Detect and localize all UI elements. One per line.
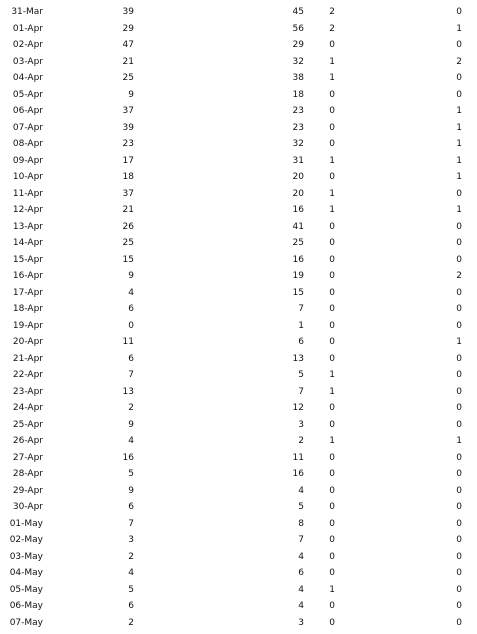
count-cell-4: 1	[456, 172, 462, 182]
count-cell-3: 0	[329, 551, 335, 562]
count-cell-3: 0	[329, 502, 335, 512]
count-cell-4: 0	[456, 7, 462, 17]
count-cell-4: 0	[456, 419, 462, 430]
date-cell: 07-Apr	[12, 122, 43, 133]
count-cell-1: 9	[128, 485, 134, 496]
count-cell-1: 6	[128, 304, 134, 314]
count-cell-2: 45	[292, 7, 304, 17]
count-cell-1: 4	[128, 568, 134, 578]
count-cell-3: 0	[329, 106, 335, 116]
count-cell-4: 0	[456, 452, 462, 463]
count-cell-3: 0	[329, 254, 335, 265]
table-row	[0, 483, 477, 500]
count-cell-4: 0	[456, 601, 462, 611]
count-cell-1: 39	[122, 122, 134, 133]
table-row	[0, 384, 477, 401]
date-cell: 16-Apr	[12, 271, 43, 281]
count-cell-3: 0	[329, 353, 335, 364]
count-cell-4: 0	[456, 584, 462, 595]
table-row	[0, 4, 477, 21]
count-cell-2: 29	[292, 40, 304, 50]
count-cell-4: 0	[456, 502, 462, 512]
date-cell: 03-Apr	[12, 56, 43, 67]
count-cell-2: 4	[298, 485, 304, 496]
count-cell-3: 0	[329, 403, 335, 413]
count-cell-3: 0	[329, 221, 335, 232]
date-cell: 06-Apr	[12, 106, 43, 116]
count-cell-1: 7	[128, 370, 134, 380]
count-cell-4: 0	[456, 238, 462, 248]
table-row	[0, 103, 477, 120]
count-cell-2: 7	[298, 304, 304, 314]
count-cell-4: 1	[456, 122, 462, 133]
count-cell-2: 38	[292, 73, 304, 83]
count-cell-3: 2	[329, 23, 335, 34]
count-cell-3: 0	[329, 469, 335, 479]
count-cell-3: 0	[329, 337, 335, 347]
count-cell-4: 0	[456, 73, 462, 83]
date-cell: 19-Apr	[12, 320, 43, 331]
table-row	[0, 318, 477, 335]
data-table	[0, 4, 477, 631]
count-cell-2: 5	[298, 502, 304, 512]
table-row	[0, 417, 477, 434]
table-row	[0, 516, 477, 533]
date-cell: 29-Apr	[12, 485, 43, 496]
count-cell-3: 0	[329, 485, 335, 496]
count-cell-3: 0	[329, 568, 335, 578]
table-row	[0, 466, 477, 483]
count-cell-4: 0	[456, 469, 462, 479]
count-cell-1: 3	[128, 535, 134, 545]
count-cell-2: 20	[292, 188, 304, 199]
table-row	[0, 400, 477, 417]
table-row	[0, 252, 477, 269]
count-cell-4: 0	[456, 551, 462, 562]
count-cell-4: 0	[456, 89, 462, 100]
count-cell-2: 19	[292, 271, 304, 281]
count-cell-4: 0	[456, 485, 462, 496]
count-cell-1: 9	[128, 419, 134, 430]
count-cell-4: 0	[456, 254, 462, 265]
count-cell-1: 5	[128, 469, 134, 479]
date-cell: 04-Apr	[12, 73, 43, 83]
date-cell: 17-Apr	[12, 287, 43, 298]
count-cell-3: 0	[329, 452, 335, 463]
count-cell-1: 17	[122, 155, 134, 166]
count-cell-1: 6	[128, 353, 134, 364]
count-cell-2: 2	[298, 436, 304, 446]
count-cell-1: 2	[128, 403, 134, 413]
table-row	[0, 21, 477, 38]
count-cell-4: 1	[456, 23, 462, 34]
table-row	[0, 301, 477, 318]
count-cell-1: 13	[122, 386, 134, 397]
count-cell-4: 0	[456, 40, 462, 50]
date-cell: 02-May	[9, 535, 43, 545]
count-cell-3: 0	[329, 535, 335, 545]
date-cell: 26-Apr	[12, 436, 43, 446]
count-cell-3: 0	[329, 139, 335, 149]
table-row	[0, 268, 477, 285]
count-cell-4: 1	[456, 139, 462, 149]
date-cell: 25-Apr	[12, 419, 43, 430]
count-cell-1: 6	[128, 601, 134, 611]
table-row	[0, 37, 477, 54]
count-cell-2: 41	[292, 221, 304, 232]
count-cell-2: 7	[298, 535, 304, 545]
table-row	[0, 120, 477, 137]
date-cell: 21-Apr	[12, 353, 43, 364]
count-cell-1: 25	[122, 238, 134, 248]
count-cell-1: 37	[122, 188, 134, 199]
date-cell: 11-Apr	[12, 188, 43, 199]
date-cell: 04-May	[9, 568, 43, 578]
count-cell-2: 12	[292, 403, 304, 413]
table-row	[0, 70, 477, 87]
date-cell: 07-May	[9, 617, 43, 628]
count-cell-1: 23	[122, 139, 134, 149]
table-row	[0, 54, 477, 71]
date-cell: 13-Apr	[12, 221, 43, 232]
count-cell-3: 1	[329, 436, 335, 446]
count-cell-1: 16	[122, 452, 134, 463]
count-cell-2: 32	[292, 139, 304, 149]
count-cell-1: 0	[128, 320, 134, 331]
count-cell-2: 32	[292, 56, 304, 67]
table-row	[0, 615, 477, 632]
count-cell-4: 0	[456, 518, 462, 529]
date-cell: 02-Apr	[12, 40, 43, 50]
table-row	[0, 153, 477, 170]
table-row	[0, 367, 477, 384]
count-cell-2: 23	[292, 106, 304, 116]
date-cell: 30-Apr	[12, 502, 43, 512]
count-cell-3: 1	[329, 386, 335, 397]
count-cell-2: 25	[292, 238, 304, 248]
count-cell-4: 0	[456, 353, 462, 364]
table-row	[0, 450, 477, 467]
count-cell-2: 6	[298, 337, 304, 347]
count-cell-2: 7	[298, 386, 304, 397]
date-cell: 14-Apr	[12, 238, 43, 248]
count-cell-3: 2	[329, 7, 335, 17]
count-cell-1: 26	[122, 221, 134, 232]
count-cell-4: 2	[456, 56, 462, 67]
count-cell-3: 0	[329, 40, 335, 50]
count-cell-1: 21	[122, 56, 134, 67]
count-cell-2: 3	[298, 419, 304, 430]
date-cell: 22-Apr	[12, 370, 43, 380]
count-cell-3: 1	[329, 370, 335, 380]
count-cell-1: 9	[128, 271, 134, 281]
count-cell-3: 0	[329, 518, 335, 529]
count-cell-3: 1	[329, 584, 335, 595]
count-cell-4: 1	[456, 337, 462, 347]
date-cell: 24-Apr	[12, 403, 43, 413]
count-cell-1: 15	[122, 254, 134, 265]
count-cell-4: 1	[456, 205, 462, 215]
count-cell-3: 1	[329, 205, 335, 215]
table-row	[0, 582, 477, 599]
table-row	[0, 219, 477, 236]
date-cell: 03-May	[9, 551, 43, 562]
count-cell-2: 6	[298, 568, 304, 578]
count-cell-1: 21	[122, 205, 134, 215]
count-cell-4: 0	[456, 386, 462, 397]
count-cell-2: 1	[298, 320, 304, 331]
count-cell-4: 0	[456, 403, 462, 413]
count-cell-2: 23	[292, 122, 304, 133]
date-cell: 31-Mar	[11, 7, 43, 17]
count-cell-1: 6	[128, 502, 134, 512]
count-cell-1: 4	[128, 436, 134, 446]
table-row	[0, 235, 477, 252]
count-cell-4: 0	[456, 320, 462, 331]
count-cell-4: 1	[456, 106, 462, 116]
count-cell-4: 1	[456, 155, 462, 166]
table-row	[0, 285, 477, 302]
date-cell: 01-Apr	[12, 23, 43, 34]
table-row	[0, 351, 477, 368]
count-cell-4: 0	[456, 617, 462, 628]
count-cell-1: 4	[128, 287, 134, 298]
count-cell-4: 0	[456, 304, 462, 314]
count-cell-4: 0	[456, 287, 462, 298]
count-cell-1: 2	[128, 551, 134, 562]
count-cell-1: 9	[128, 89, 134, 100]
count-cell-1: 39	[122, 7, 134, 17]
table-row	[0, 549, 477, 566]
count-cell-2: 16	[292, 469, 304, 479]
date-cell: 23-Apr	[12, 386, 43, 397]
date-cell: 12-Apr	[12, 205, 43, 215]
count-cell-2: 16	[292, 254, 304, 265]
count-cell-4: 0	[456, 568, 462, 578]
date-cell: 27-Apr	[12, 452, 43, 463]
count-cell-3: 1	[329, 188, 335, 199]
count-cell-4: 2	[456, 271, 462, 281]
count-cell-2: 31	[292, 155, 304, 166]
table-row	[0, 136, 477, 153]
count-cell-1: 11	[122, 337, 134, 347]
date-cell: 15-Apr	[12, 254, 43, 265]
count-cell-2: 13	[292, 353, 304, 364]
count-cell-4: 0	[456, 535, 462, 545]
table-row	[0, 433, 477, 450]
count-cell-3: 0	[329, 304, 335, 314]
count-cell-3: 0	[329, 89, 335, 100]
count-cell-1: 7	[128, 518, 134, 529]
date-cell: 18-Apr	[12, 304, 43, 314]
table-row	[0, 598, 477, 615]
count-cell-3: 0	[329, 122, 335, 133]
date-cell: 10-Apr	[12, 172, 43, 182]
count-cell-4: 1	[456, 436, 462, 446]
count-cell-2: 4	[298, 601, 304, 611]
count-cell-3: 0	[329, 238, 335, 248]
date-cell: 20-Apr	[12, 337, 43, 347]
count-cell-3: 0	[329, 617, 335, 628]
count-cell-4: 0	[456, 221, 462, 232]
table-row	[0, 334, 477, 351]
count-cell-1: 29	[122, 23, 134, 34]
date-cell: 05-Apr	[12, 89, 43, 100]
count-cell-2: 5	[298, 370, 304, 380]
count-cell-2: 20	[292, 172, 304, 182]
count-cell-1: 25	[122, 73, 134, 83]
table-row	[0, 202, 477, 219]
table-row	[0, 186, 477, 203]
date-cell: 28-Apr	[12, 469, 43, 479]
count-cell-2: 4	[298, 584, 304, 595]
count-cell-2: 3	[298, 617, 304, 628]
table-row	[0, 87, 477, 104]
count-cell-1: 5	[128, 584, 134, 595]
count-cell-1: 2	[128, 617, 134, 628]
count-cell-1: 37	[122, 106, 134, 116]
table-row	[0, 532, 477, 549]
date-cell: 05-May	[9, 584, 43, 595]
count-cell-2: 18	[292, 89, 304, 100]
table-row	[0, 169, 477, 186]
count-cell-2: 15	[292, 287, 304, 298]
count-cell-3: 1	[329, 73, 335, 83]
count-cell-2: 16	[292, 205, 304, 215]
count-cell-2: 8	[298, 518, 304, 529]
date-cell: 01-May	[9, 518, 43, 529]
count-cell-4: 0	[456, 188, 462, 199]
count-cell-1: 18	[122, 172, 134, 182]
count-cell-3: 0	[329, 287, 335, 298]
count-cell-3: 0	[329, 271, 335, 281]
date-cell: 06-May	[9, 601, 43, 611]
count-cell-2: 11	[292, 452, 304, 463]
count-cell-1: 47	[122, 40, 134, 50]
count-cell-4: 0	[456, 370, 462, 380]
table-row	[0, 499, 477, 516]
count-cell-3: 0	[329, 601, 335, 611]
count-cell-3: 0	[329, 172, 335, 182]
count-cell-3: 1	[329, 56, 335, 67]
date-cell: 08-Apr	[12, 139, 43, 149]
date-cell: 09-Apr	[12, 155, 43, 166]
count-cell-3: 0	[329, 320, 335, 331]
count-cell-2: 4	[298, 551, 304, 562]
count-cell-2: 56	[292, 23, 304, 34]
table-row	[0, 565, 477, 582]
count-cell-3: 1	[329, 155, 335, 166]
count-cell-3: 0	[329, 419, 335, 430]
